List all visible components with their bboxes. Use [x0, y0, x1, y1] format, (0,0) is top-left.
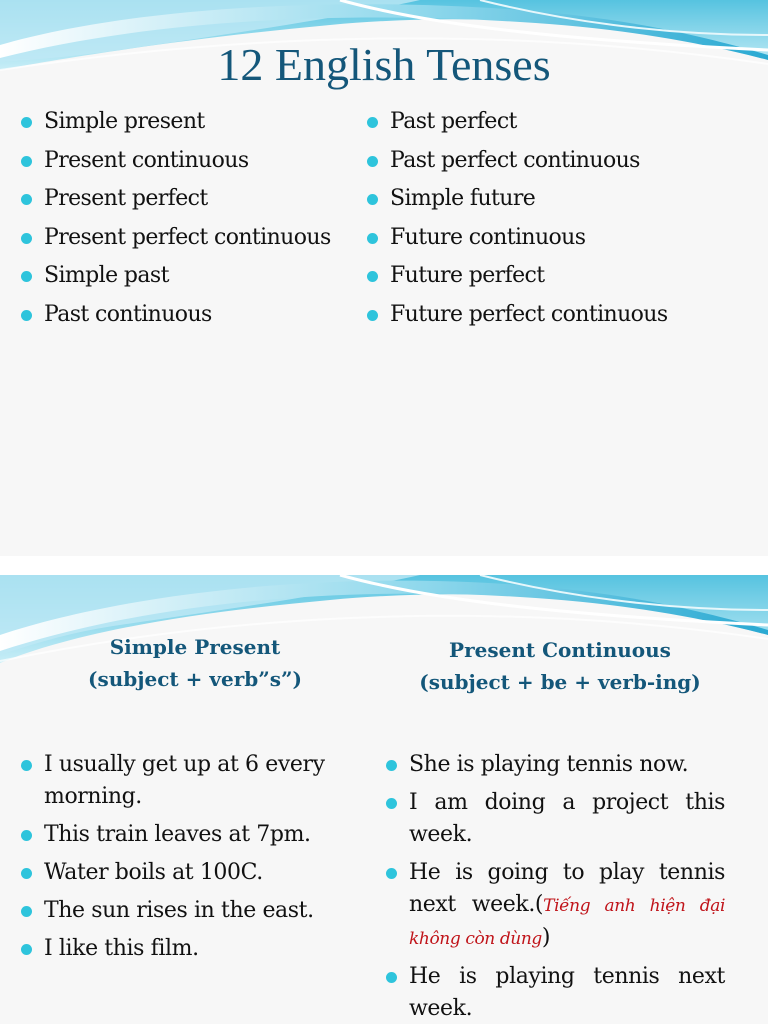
list-item: Present perfect continuous [20, 223, 365, 262]
list-item: Past continuous [20, 300, 365, 339]
heading-line: Simple Present [109, 635, 281, 659]
list-item: He is playing tennis next week. [385, 961, 725, 1025]
present-continuous-heading [395, 634, 725, 698]
bullet-icon [21, 156, 32, 167]
list-item: Future continuous [366, 223, 746, 262]
list-item: Present continuous [20, 146, 365, 185]
list-item: The sun rises in the east. [20, 895, 360, 927]
list-item: This train leaves at 7pm. [20, 819, 360, 851]
list-item: He is going to play tennis next week.(Tiếng anh hiện đại không còn dùng) [385, 857, 725, 955]
slide-title: 12 English Tenses [217, 39, 551, 90]
bullet-icon [21, 760, 32, 771]
tense-list-right [366, 107, 746, 338]
bullet-icon [367, 156, 378, 167]
list-item: Future perfect continuous [366, 300, 746, 339]
bullet-icon [21, 194, 32, 205]
list-item: I am doing a project this week. [385, 787, 725, 851]
list-item: I usually get up at 6 every morning. [20, 749, 360, 813]
list-item: Simple future [366, 184, 746, 223]
tense-list-left [20, 107, 365, 338]
bullet-icon [21, 271, 32, 282]
list-item: She is playing tennis now. [385, 749, 725, 781]
bullet-icon [21, 906, 32, 917]
bullet-icon [21, 830, 32, 841]
list-item: Simple past [20, 261, 365, 300]
bullet-icon [21, 310, 32, 321]
list-item: Future perfect [366, 261, 746, 300]
bullet-icon [367, 310, 378, 321]
bullet-icon [386, 798, 397, 809]
simple-present-examples [20, 749, 360, 971]
bullet-icon [367, 271, 378, 282]
list-item: I like this film. [20, 933, 360, 965]
formula-line: (subject + be + verb-ing) [419, 670, 701, 694]
bullet-icon [21, 233, 32, 244]
bullet-icon [367, 117, 378, 128]
list-item: Past perfect continuous [366, 146, 746, 185]
bullet-icon [386, 760, 397, 771]
list-item: Simple present [20, 107, 365, 146]
list-item: Water boils at 100C. [20, 857, 360, 889]
bullet-icon [367, 233, 378, 244]
slide-separator [0, 556, 768, 575]
bullet-icon [367, 194, 378, 205]
bullet-icon [21, 868, 32, 879]
bullet-icon [21, 944, 32, 955]
list-item: Past perfect [366, 107, 746, 146]
present-continuous-examples [385, 749, 725, 1031]
list-item: Present perfect [20, 184, 365, 223]
bullet-icon [386, 972, 397, 983]
simple-present-heading [40, 631, 350, 695]
heading-line: Present Continuous [449, 638, 671, 662]
bullet-icon [21, 117, 32, 128]
formula-line: (subject + verb”s”) [88, 667, 302, 691]
bullet-icon [386, 868, 397, 879]
vietnamese-note: Tiếng anh hiện đại không còn dùng [409, 896, 725, 949]
